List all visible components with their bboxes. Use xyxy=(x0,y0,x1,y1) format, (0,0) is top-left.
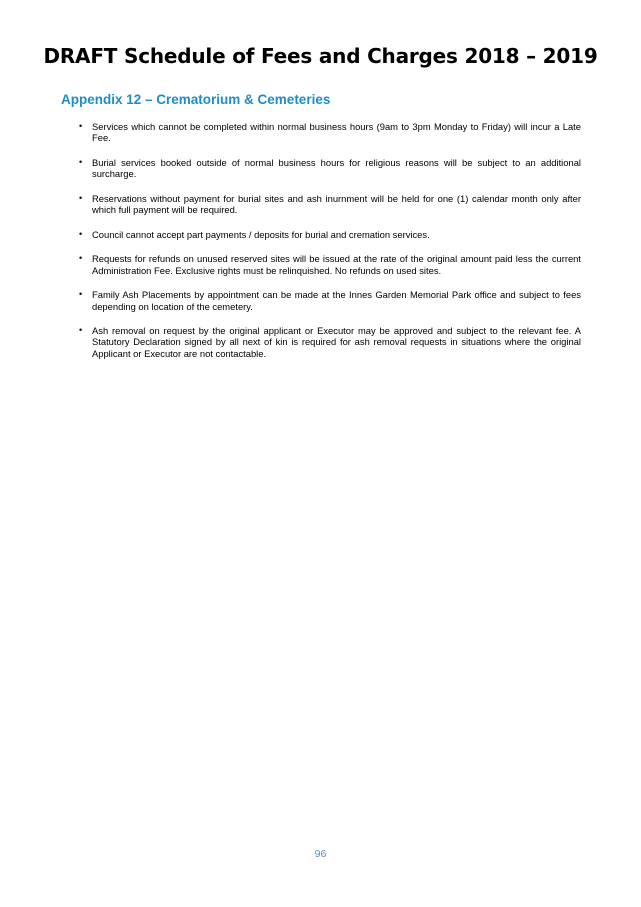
list-item-text: Requests for refunds on unused reserved sites will be issued at the rate of the original amount paid less the current Administration Fee. Exclusive rights must be relinquished. No refunds on used sites. xyxy=(92,253,581,276)
list-item-text: Services which cannot be completed within normal business hours (9am to 3pm Monday to Friday) will incur a Late Fee. xyxy=(92,121,581,144)
page-number: 96 xyxy=(314,848,327,860)
list-item-text: Burial services booked outside of normal business hours for religious reasons will be subject to an additional surcharge. xyxy=(92,156,581,180)
list-item-text: Ash removal on request by the original applicant or Executor may be approved and subject to the relevant fee. A Statutory Declaration signed by all next of kin is required for ash removal requests in situations where the original Applicant or Executor are not contactable. xyxy=(92,325,581,359)
list-item-surcharge xyxy=(79,157,581,179)
list-item-late-fee xyxy=(79,121,581,143)
section-heading: Appendix 12 – Crematorium & Cemeteries xyxy=(61,92,331,107)
bullet-icon: • xyxy=(79,192,83,203)
bullet-icon: • xyxy=(79,253,83,264)
list-item-ash-removal xyxy=(79,325,581,359)
bullet-icon: • xyxy=(79,289,83,300)
list-item-text: Family Ash Placements by appointment can be made at the Innes Garden Memorial Park office and subject to fees depending on location of the cemetery. xyxy=(92,289,581,312)
bullet-icon: • xyxy=(79,121,83,131)
list-item-part-payments xyxy=(79,229,581,240)
bullet-icon: • xyxy=(79,228,83,239)
list-item-reservations xyxy=(79,193,581,215)
list-item-refunds xyxy=(79,253,581,275)
bullet-list xyxy=(79,121,581,372)
bullet-icon: • xyxy=(79,325,83,336)
list-item-ash-placements xyxy=(79,289,581,311)
page-title: DRAFT Schedule of Fees and Charges 2018 – 2019 xyxy=(43,44,598,68)
list-item-text: Reservations without payment for burial sites and ash inurnment will be held for one (1) calendar month only after which full payment will be required. xyxy=(92,192,581,216)
list-item-text: Council cannot accept part payments / deposits for burial and cremation services. xyxy=(92,228,430,240)
bullet-icon: • xyxy=(79,156,83,167)
